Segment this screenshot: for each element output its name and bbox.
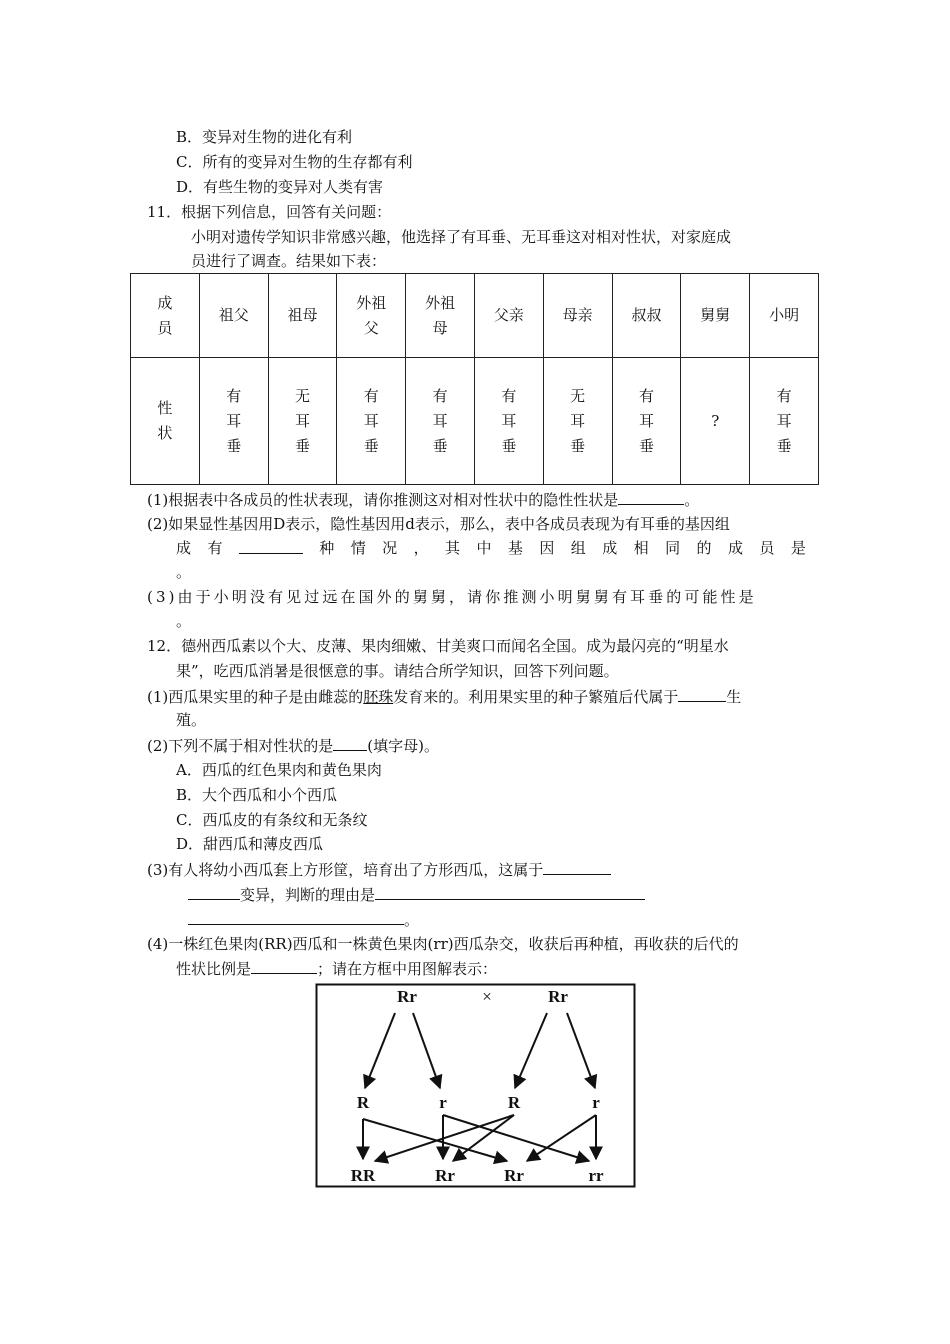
q11-part2-line3: 。 [176, 563, 192, 581]
justified-char: 同 [665, 539, 681, 557]
cross-symbol: × [482, 987, 492, 1006]
trait-value: 有 耳 垂 [363, 386, 379, 455]
member-name: 外祖 父 [356, 293, 387, 337]
q12-part4-line1: (4)一株红色果肉(RR)西瓜和一株黄色果肉(rr)西瓜杂交，收获后再种植，再收获的后代的 [147, 935, 739, 953]
q11-part3-line2: 。 [176, 612, 192, 630]
q11-intro-line1: 小明对遗传学知识非常感兴趣，他选择了有耳垂、无耳垂这对相对性状，对家庭成 [191, 228, 732, 246]
trait-cell [681, 358, 750, 485]
q12-part2 [147, 734, 439, 757]
q12-part3-text-a: (3)有人将幼小西瓜套上方形筐，培育出了方形西瓜，这属于 [147, 861, 544, 879]
trait-value: 无 耳 垂 [294, 386, 310, 455]
q12-option-a: A．西瓜的红色果肉和黄色果肉 [176, 761, 382, 779]
trait-cell [612, 358, 681, 485]
offspring-genotype: Rr [504, 1166, 524, 1185]
member-name: 祖父 [218, 306, 249, 324]
trait-cell [474, 358, 543, 485]
q12-option-d: D．甜西瓜和薄皮西瓜 [176, 835, 324, 853]
q10-option-d: D．有些生物的变异对人类有害 [176, 178, 384, 196]
q12-part1-text-a: (1)西瓜果实里的种子是由雌蕊的 [147, 688, 364, 706]
trait-cell [199, 358, 268, 485]
member-cell [474, 274, 543, 358]
justified-char: ， [413, 539, 429, 557]
member-name: 父亲 [493, 306, 524, 324]
member-name: 外祖 母 [425, 293, 456, 337]
member-cell [199, 274, 268, 358]
justified-char: 有 [207, 539, 223, 557]
trait-value: 有 耳 垂 [776, 386, 792, 455]
answer-blank[interactable] [239, 537, 303, 554]
q12-option-c: C．西瓜皮的有条纹和无条纹 [176, 811, 368, 829]
justified-char: 基 [507, 539, 523, 557]
member-cell [750, 274, 819, 358]
trait-value: 有 耳 垂 [226, 386, 242, 455]
q12-part1-text-c: 生 [726, 688, 742, 706]
header-label: 成 员 [157, 293, 173, 337]
justified-char: 员 [759, 539, 775, 557]
q11-part1 [147, 488, 699, 511]
gamete-label: R [507, 1093, 521, 1112]
q12-part3-text-b: 变异，判断的理由是 [240, 886, 376, 904]
q11-part1-text: (1)根据表中各成员的性状表现，请你推测这对相对性状中的隐性性状是 [147, 491, 619, 509]
answer-blank[interactable] [618, 488, 684, 505]
member-name: 母亲 [562, 306, 593, 324]
answer-blank[interactable] [333, 734, 367, 751]
justified-char: 成 [602, 539, 618, 557]
arrow-parent-to-gamete [413, 1013, 440, 1088]
table-row-members [131, 274, 819, 358]
gamete-label: R [356, 1093, 370, 1112]
trait-value: 无 耳 垂 [570, 386, 586, 455]
justified-char: 中 [476, 539, 492, 557]
member-cell [681, 274, 750, 358]
q11-intro-line2: 员进行了调查。结果如下表： [191, 252, 387, 270]
member-cell [543, 274, 612, 358]
justified-char: 成 [727, 539, 743, 557]
q12-part2-end: (填字母)。 [367, 737, 439, 755]
justified-char: 的 [696, 539, 712, 557]
member-name: 小明 [769, 306, 800, 324]
justified-char: 情 [350, 539, 366, 557]
q12-part3-line3 [188, 908, 419, 931]
q12-part3-end: 。 [404, 911, 420, 929]
answer-blank[interactable] [188, 908, 404, 925]
trait-cell [406, 358, 475, 485]
q12-part1-line2: 殖。 [176, 711, 207, 729]
q11-stem: 11．根据下列信息，回答有关问题： [147, 203, 392, 221]
q12-part3-line2 [188, 883, 645, 906]
trait-label: 性 状 [157, 399, 173, 442]
justified-char: 是 [790, 539, 806, 557]
parent-genotype-2: Rr [548, 987, 568, 1006]
answer-blank[interactable] [251, 957, 317, 974]
justified-char: 因 [539, 539, 555, 557]
justified-char: 种 [319, 539, 335, 557]
q12-part1-text-b: 发育来的。利用果实里的种子繁殖后代属于 [393, 688, 679, 706]
trait-label-cell [131, 358, 200, 485]
q12-part1-line1 [147, 685, 741, 708]
offspring-genotype: rr [588, 1166, 604, 1185]
arrow-parent-to-gamete [567, 1013, 595, 1088]
arrow-gamete-to-offspring [375, 1115, 514, 1161]
trait-value: ? [711, 411, 720, 430]
genetic-cross-diagram [315, 983, 637, 1189]
gamete-label: r [592, 1093, 600, 1112]
trait-cell [750, 358, 819, 485]
parent-genotype-1: Rr [397, 987, 417, 1006]
q12-part1-underlined: 胚珠 [363, 688, 394, 706]
q12-part4-text-b: 性状比例是 [176, 960, 252, 978]
justified-char: 相 [633, 539, 649, 557]
member-name: 祖母 [287, 306, 318, 324]
member-cell [268, 274, 337, 358]
arrow-parent-to-gamete [515, 1013, 547, 1088]
diagram-frame [317, 985, 635, 1187]
answer-blank[interactable] [375, 883, 645, 900]
q11-part2-line2 [176, 537, 806, 559]
arrow-parent-to-gamete [365, 1013, 395, 1088]
justified-char: 成 [176, 539, 192, 557]
trait-value: 有 耳 垂 [501, 386, 517, 455]
answer-blank[interactable] [543, 858, 611, 875]
justified-char: 况 [382, 539, 398, 557]
q12-part3-line1 [147, 858, 611, 881]
gamete-label: r [439, 1093, 447, 1112]
justified-char: 其 [445, 539, 461, 557]
trait-cell [268, 358, 337, 485]
trait-cell [337, 358, 406, 485]
arrow-gamete-to-offspring [443, 1115, 589, 1161]
arrow-gamete-to-offspring [527, 1115, 596, 1161]
trait-value: 有 耳 垂 [432, 386, 448, 455]
q12-part4-line2 [176, 957, 497, 980]
survey-table [130, 273, 819, 485]
q10-option-b: B．变异对生物的进化有利 [176, 128, 353, 146]
q11-part3-line1: (3)由于小明没有见过远在国外的舅舅，请你推测小明舅舅有耳垂的可能性是 [147, 588, 757, 606]
justified-char: 组 [570, 539, 586, 557]
trait-cell [543, 358, 612, 485]
q12-option-b: B．大个西瓜和小个西瓜 [176, 786, 338, 804]
q12-stem-line1: 12．德州西瓜素以个大、皮薄、果肉细嫩、甘美爽口而闻名全国。成为最闪亮的“明星水 [147, 637, 729, 655]
q10-option-c: C．所有的变异对生物的生存都有利 [176, 153, 413, 171]
offspring-genotype: RR [350, 1166, 376, 1185]
member-cell [612, 274, 681, 358]
member-name: 叔叔 [631, 306, 662, 324]
member-cell [337, 274, 406, 358]
offspring-genotype: Rr [435, 1166, 455, 1185]
q12-part2-text: (2)下列不属于相对性状的是 [147, 737, 334, 755]
q11-part2-line1: (2)如果显性基因用D表示，隐性基因用d表示，那么，表中各成员表现为有耳垂的基因组 [147, 515, 730, 533]
q11-part1-end: 。 [684, 491, 700, 509]
member-name: 舅舅 [700, 306, 731, 324]
answer-blank[interactable] [188, 883, 240, 900]
q12-part4-text-c: ；请在方框中用图解表示： [317, 960, 498, 978]
member-cell [406, 274, 475, 358]
header-cell [131, 274, 200, 358]
q12-stem-line2: 果”，吃西瓜消暑是很惬意的事。请结合所学知识，回答下列问题。 [176, 662, 619, 680]
trait-value: 有 耳 垂 [638, 386, 654, 455]
answer-blank[interactable] [678, 685, 726, 702]
table-row-traits [131, 358, 819, 485]
